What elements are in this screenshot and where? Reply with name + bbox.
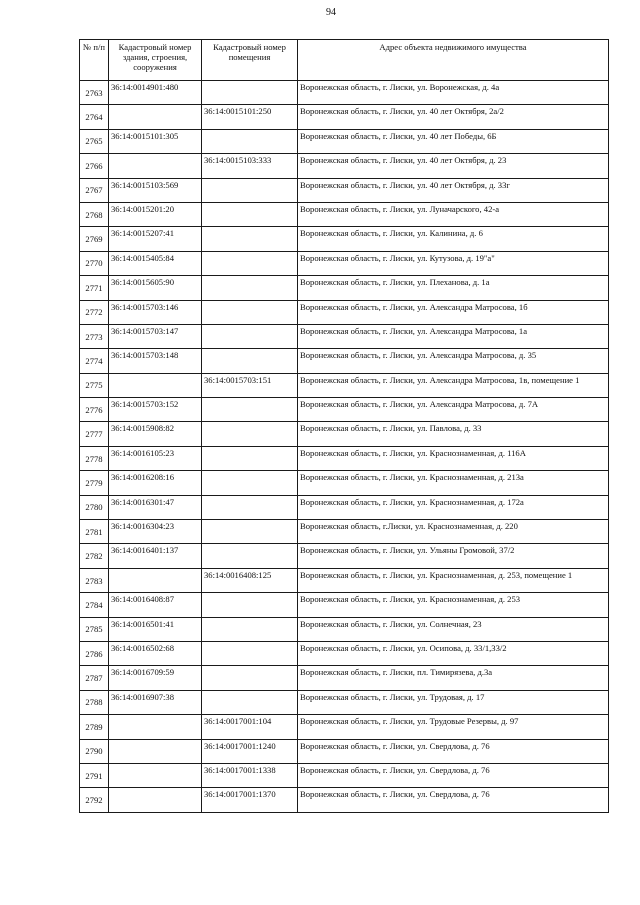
cell-building-cadastral: 36:14:0015207:41 [109,227,202,251]
table-row [80,715,609,739]
cell-num: 2767 [80,178,109,202]
cell-num: 2791 [80,763,109,787]
table-row [80,300,609,324]
cell-building-cadastral: 36:14:0016208:16 [109,471,202,495]
cell-address: Воронежская область, г. Лиски, ул. 40 лет Победы, 6Б [298,129,609,153]
cell-address: Воронежская область, г. Лиски, ул. Осипова, д. 33/1,33/2 [298,641,609,665]
table-row [80,641,609,665]
cell-premises-cadastral [202,690,298,714]
cell-premises-cadastral [202,276,298,300]
cell-num: 2782 [80,544,109,568]
cell-num: 2769 [80,227,109,251]
cell-building-cadastral [109,788,202,812]
table-row [80,544,609,568]
cell-building-cadastral: 36:14:0016907:38 [109,690,202,714]
cell-num: 2765 [80,129,109,153]
table-row [80,520,609,544]
cell-premises-cadastral [202,398,298,422]
cell-num: 2786 [80,641,109,665]
cell-building-cadastral: 36:14:0015605:90 [109,276,202,300]
table-row [80,398,609,422]
cell-address: Воронежская область, г. Лиски, ул. Свердлова, д. 76 [298,788,609,812]
table-header [80,40,609,81]
cell-address: Воронежская область, г. Лиски, ул. Воронежская, д. 4а [298,81,609,105]
table-body [80,81,609,813]
cell-building-cadastral: 36:14:0016408:87 [109,593,202,617]
table-row [80,324,609,348]
cell-building-cadastral: 36:14:0015103:569 [109,178,202,202]
cell-premises-cadastral [202,349,298,373]
cell-address: Воронежская область, г. Лиски, ул. Краснознаменная, д. 172а [298,495,609,519]
cell-premises-cadastral [202,300,298,324]
cell-num: 2780 [80,495,109,519]
cell-building-cadastral [109,763,202,787]
cell-premises-cadastral [202,446,298,470]
cell-num: 2788 [80,690,109,714]
cell-address: Воронежская область, г. Лиски, ул. Плеханова, д. 1а [298,276,609,300]
cell-num: 2778 [80,446,109,470]
cell-address: Воронежская область, г. Лиски, ул. Краснознаменная, д. 253, помещение 1 [298,568,609,592]
cell-address: Воронежская область, г. Лиски, ул. Ульяны Громовой, 37/2 [298,544,609,568]
cell-building-cadastral [109,105,202,129]
cell-address: Воронежская область, г. Лиски, ул. 40 лет Октября, 2а/2 [298,105,609,129]
cell-num: 2792 [80,788,109,812]
cell-address: Воронежская область, г. Лиски, ул. Александра Матросова, д. 7А [298,398,609,422]
cell-address: Воронежская область, г. Лиски, пл. Тимирязева, д.3а [298,666,609,690]
cell-building-cadastral [109,568,202,592]
cell-premises-cadastral [202,81,298,105]
cell-building-cadastral: 36:14:0015405:84 [109,251,202,275]
cell-num: 2764 [80,105,109,129]
cell-num: 2781 [80,520,109,544]
table-row [80,495,609,519]
header-num: № п/п [80,40,109,81]
cell-premises-cadastral [202,520,298,544]
cell-premises-cadastral [202,227,298,251]
table-row [80,422,609,446]
cell-address: Воронежская область, г. Лиски, ул. Солнечная, 23 [298,617,609,641]
cell-premises-cadastral [202,422,298,446]
cell-building-cadastral: 36:14:0016501:41 [109,617,202,641]
cell-num: 2787 [80,666,109,690]
table-row [80,739,609,763]
cell-building-cadastral: 36:14:0016709:59 [109,666,202,690]
table-row [80,276,609,300]
cell-building-cadastral: 36:14:0015101:305 [109,129,202,153]
cell-building-cadastral: 36:14:0015908:82 [109,422,202,446]
cell-building-cadastral: 36:14:0016105:23 [109,446,202,470]
cell-address: Воронежская область, г. Лиски, ул. Калинина, д. 6 [298,227,609,251]
cell-address: Воронежская область, г. Лиски, ул. Александра Матросова, 1в, помещение 1 [298,373,609,397]
table-row [80,349,609,373]
cell-address: Воронежская область, г. Лиски, ул. Краснознаменная, д. 213а [298,471,609,495]
cell-address: Воронежская область, г. Лиски, ул. Краснознаменная, д. 253 [298,593,609,617]
cell-building-cadastral [109,154,202,178]
cell-premises-cadastral [202,544,298,568]
cell-num: 2763 [80,81,109,105]
cell-num: 2776 [80,398,109,422]
cell-num: 2770 [80,251,109,275]
cell-address: Воронежская область, г. Лиски, ул. Луначарского, 42-а [298,202,609,226]
header-row [80,40,609,81]
cell-num: 2783 [80,568,109,592]
cell-address: Воронежская область, г. Лиски, ул. Трудовые Резервы, д. 97 [298,715,609,739]
cell-building-cadastral: 36:14:0014901:480 [109,81,202,105]
table-row [80,129,609,153]
cell-num: 2775 [80,373,109,397]
table-row [80,202,609,226]
table-row [80,251,609,275]
cell-address: Воронежская область, г. Лиски, ул. Александра Матросова, 1а [298,324,609,348]
cell-num: 2771 [80,276,109,300]
cell-num: 2779 [80,471,109,495]
cell-premises-cadastral: 36:14:0015103:333 [202,154,298,178]
cell-premises-cadastral: 36:14:0015703:151 [202,373,298,397]
table-row [80,227,609,251]
header-building-cadastral: Кадастровый номер здания, строения, сооружения [109,40,202,81]
cell-premises-cadastral: 36:14:0017001:1338 [202,763,298,787]
table-row [80,593,609,617]
cell-building-cadastral: 36:14:0016301:47 [109,495,202,519]
property-registry-table [79,39,609,813]
cell-building-cadastral: 36:14:0015703:152 [109,398,202,422]
cell-num: 2784 [80,593,109,617]
cell-premises-cadastral: 36:14:0016408:125 [202,568,298,592]
cell-premises-cadastral [202,178,298,202]
table-row [80,617,609,641]
cell-premises-cadastral [202,202,298,226]
cell-address: Воронежская область, г. Лиски, ул. Александра Матросова, д. 35 [298,349,609,373]
cell-premises-cadastral [202,324,298,348]
cell-address: Воронежская область, г.Лиски, ул. Краснознаменная, д. 220 [298,520,609,544]
cell-num: 2774 [80,349,109,373]
cell-premises-cadastral: 36:14:0017001:1370 [202,788,298,812]
table-row [80,690,609,714]
cell-premises-cadastral [202,495,298,519]
cell-premises-cadastral [202,471,298,495]
cell-premises-cadastral: 36:14:0017001:104 [202,715,298,739]
table-row [80,81,609,105]
cell-building-cadastral [109,715,202,739]
cell-num: 2777 [80,422,109,446]
cell-premises-cadastral: 36:14:0017001:1240 [202,739,298,763]
cell-address: Воронежская область, г. Лиски, ул. Краснознаменная, д. 116А [298,446,609,470]
cell-num: 2768 [80,202,109,226]
table-row [80,471,609,495]
cell-num: 2785 [80,617,109,641]
cell-premises-cadastral [202,129,298,153]
table-row [80,763,609,787]
page-number: 94 [326,7,336,18]
cell-building-cadastral: 36:14:0016502:68 [109,641,202,665]
table-row [80,666,609,690]
header-address: Адрес объекта недвижимого имущества [298,40,609,81]
table-row [80,788,609,812]
cell-num: 2790 [80,739,109,763]
cell-building-cadastral: 36:14:0015703:148 [109,349,202,373]
cell-address: Воронежская область, г. Лиски, ул. Александра Матросова, 1б [298,300,609,324]
cell-address: Воронежская область, г. Лиски, ул. Свердлова, д. 76 [298,763,609,787]
cell-building-cadastral: 36:14:0015201:20 [109,202,202,226]
cell-address: Воронежская область, г. Лиски, ул. Кутузова, д. 19"а" [298,251,609,275]
cell-premises-cadastral: 36:14:0015101:250 [202,105,298,129]
cell-address: Воронежская область, г. Лиски, ул. Свердлова, д. 76 [298,739,609,763]
cell-building-cadastral [109,739,202,763]
cell-address: Воронежская область, г. Лиски, ул. Павлова, д. 33 [298,422,609,446]
cell-address: Воронежская область, г. Лиски, ул. Трудовая, д. 17 [298,690,609,714]
cell-premises-cadastral [202,251,298,275]
cell-num: 2766 [80,154,109,178]
table-row [80,178,609,202]
cell-num: 2789 [80,715,109,739]
table-row [80,568,609,592]
header-premises-cadastral: Кадастровый номер помещения [202,40,298,81]
cell-building-cadastral [109,373,202,397]
cell-address: Воронежская область, г. Лиски, ул. 40 лет Октября, д. 33г [298,178,609,202]
cell-premises-cadastral [202,666,298,690]
table-row [80,446,609,470]
cell-building-cadastral: 36:14:0016401:137 [109,544,202,568]
table-row [80,373,609,397]
cell-premises-cadastral [202,593,298,617]
cell-building-cadastral: 36:14:0015703:146 [109,300,202,324]
cell-num: 2772 [80,300,109,324]
table-row [80,105,609,129]
cell-building-cadastral: 36:14:0016304:23 [109,520,202,544]
cell-premises-cadastral [202,617,298,641]
table-row [80,154,609,178]
cell-building-cadastral: 36:14:0015703:147 [109,324,202,348]
cell-address: Воронежская область, г. Лиски, ул. 40 лет Октября, д. 23 [298,154,609,178]
cell-num: 2773 [80,324,109,348]
cell-premises-cadastral [202,641,298,665]
